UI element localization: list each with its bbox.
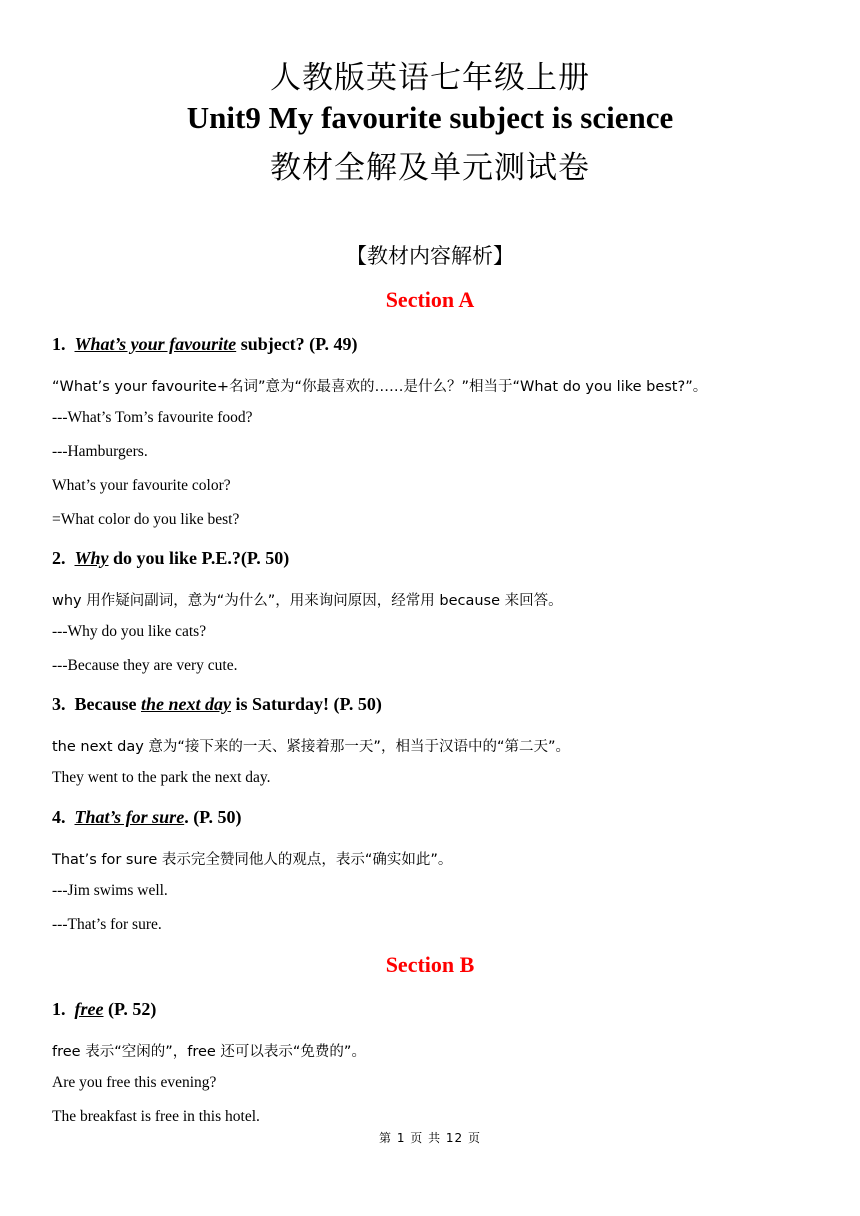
section-a-item-1	[52, 334, 358, 355]
item-number: 1.	[52, 999, 66, 1019]
item-key-phrase: That’s for sure	[74, 807, 185, 827]
page-footer: 第 1 页 共 12 页	[379, 1131, 481, 1145]
item-number: 3.	[52, 694, 66, 714]
example-line: =What color do you like best?	[52, 511, 240, 528]
example-line: They went to the park the next day.	[52, 769, 271, 786]
item-rest: is Saturday! (P. 50)	[231, 694, 382, 714]
example-line: ---That’s for sure.	[52, 916, 162, 933]
item-number: 1.	[52, 334, 66, 354]
example-line: ---Because they are very cute.	[52, 657, 238, 674]
example-line: ---Hamburgers.	[52, 443, 148, 460]
item-rest: (P. 52)	[103, 999, 157, 1019]
title-line-1: 人教版英语七年级上册	[270, 60, 590, 96]
explanation-line: free 表示“空闲的”，free 还可以表示“免费的”。	[52, 1044, 366, 1060]
section-a-item-4	[52, 807, 242, 828]
subheading: 【教材内容解析】	[346, 244, 514, 268]
section-b-heading: Section B	[385, 952, 475, 977]
explanation-line: why 用作疑问副词，意为“为什么”，用来询问原因，经常用 because 来回答。	[52, 593, 563, 609]
item-rest: . (P. 50)	[184, 807, 242, 827]
item-key-phrase: What’s your favourite	[74, 334, 237, 354]
section-a-item-3	[52, 694, 382, 715]
example-line: ---Jim swims well.	[52, 882, 168, 899]
section-a-item-2	[52, 548, 289, 569]
example-line: ---Why do you like cats?	[52, 623, 207, 640]
explanation-line: “What’s your favourite+名词”意为“你最喜欢的……是什么？”相当于“What do you like best?”。	[52, 379, 708, 395]
explanation-line: That’s for sure 表示完全赞同他人的观点，表示“确实如此”。	[52, 852, 453, 868]
title-line-3: 教材全解及单元测试卷	[270, 150, 590, 186]
section-b-item-1	[52, 999, 156, 1020]
item-rest: subject? (P. 49)	[236, 334, 358, 354]
item-key-phrase: the next day	[141, 694, 231, 714]
section-a-heading: Section A	[385, 287, 475, 312]
example-line: What’s your favourite color?	[52, 477, 231, 494]
example-line: The breakfast is free in this hotel.	[52, 1108, 260, 1125]
explanation-line: the next day 意为“接下来的一天、紧接着那一天”，相当于汉语中的“第二天”。	[52, 739, 570, 755]
example-line: Are you free this evening?	[52, 1074, 217, 1091]
item-pre: Because	[74, 694, 141, 714]
item-key-phrase: Why	[74, 548, 109, 568]
title-line-2: Unit9 My favourite subject is science	[186, 100, 674, 135]
item-number: 2.	[52, 548, 66, 568]
item-rest: do you like P.E.?(P. 50)	[108, 548, 290, 568]
item-number: 4.	[52, 807, 66, 827]
item-key-phrase: free	[74, 999, 104, 1019]
example-line: ---What’s Tom’s favourite food?	[52, 409, 253, 426]
